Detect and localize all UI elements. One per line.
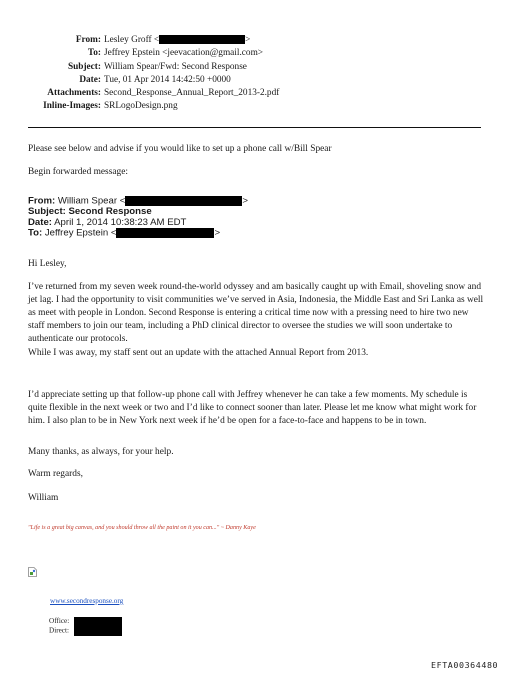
broken-image-icon xyxy=(28,567,37,577)
body-paragraph-2: While I was away, my staff sent out an update with the attached Annual Report from 2013. xyxy=(28,348,369,358)
redaction-box xyxy=(116,228,214,238)
header-inline-images-value: SRLogoDesign.png xyxy=(104,101,178,112)
intro-text: Please see below and advise if you would like to set up a phone call w/Bill Spear xyxy=(28,144,332,154)
header-date-label: Date: xyxy=(79,74,101,85)
document-id: EFTA00364480 xyxy=(431,660,499,670)
secondresponse-link[interactable]: www.secondresponse.org xyxy=(50,597,124,605)
signature-quote: "Life is a great big canvas, and you should throw all the paint on it you can..." ~ Danny Kaye xyxy=(28,525,256,531)
forwarded-from-suffix: > xyxy=(242,195,248,207)
body-paragraph-1: I’ve returned from my seven week round-the-world odyssey and am basically caught up with Email, shoveling snow and jet lag. I had the opportunity to visit communities we’ve served in Asia, Indonesia, the Middle East and Sri Lanka as well as meet with people in London. Second Response is entering a critical time now with a pressing need to hire two new staff members to join our team, including a PhD clinical director to oversee the studies we will soon undertake to authenticate our protocols. xyxy=(28,282,484,344)
forwarded-date-value: April 1, 2014 10:38:23 AM EDT xyxy=(54,216,187,228)
header-to-row xyxy=(0,47,300,60)
forwarded-to-row xyxy=(28,228,248,239)
office-label: Office: xyxy=(49,617,70,626)
body-regards: Warm regards, xyxy=(28,469,83,479)
direct-label: Direct: xyxy=(49,626,69,635)
header-inline-images-row xyxy=(0,100,300,113)
forwarded-subject-value: Second Response xyxy=(68,205,152,217)
forwarded-to-label: To: xyxy=(28,227,43,239)
header-attachments-label: Attachments: xyxy=(47,88,101,99)
header-from-suffix: > xyxy=(245,35,251,45)
header-date-row xyxy=(0,74,300,87)
forwarded-date-row xyxy=(28,218,248,229)
direct-row xyxy=(49,626,122,636)
forwarded-from-label: From: xyxy=(28,195,56,207)
redaction-box xyxy=(74,617,122,626)
forwarded-from-value: William Spear < xyxy=(57,195,126,207)
body-signature-name: William xyxy=(28,493,59,503)
begin-forwarded-text: Begin forwarded message: xyxy=(28,167,128,177)
forwarded-to-suffix: > xyxy=(214,227,221,239)
forwarded-subject-label: Subject: xyxy=(28,205,66,217)
email-header xyxy=(0,34,300,114)
header-from-value: Lesley Groff < xyxy=(104,35,160,45)
header-divider xyxy=(28,127,481,128)
header-from-row xyxy=(0,34,300,47)
header-subject-value: William Spear/Fwd: Second Response xyxy=(104,61,247,72)
header-date-value: Tue, 01 Apr 2014 14:42:50 +0000 xyxy=(104,74,231,85)
header-to-label: To: xyxy=(87,48,101,59)
header-subject-row xyxy=(0,61,300,74)
forwarded-header xyxy=(28,196,248,239)
body-thanks: Many thanks, as always, for your help. xyxy=(28,447,174,457)
header-to-value: Jeffrey Epstein <jeevacation@gmail.com> xyxy=(104,48,264,59)
redaction-box xyxy=(74,626,122,636)
header-inline-images-label: Inline-Images: xyxy=(43,101,101,112)
forwarded-date-label: Date: xyxy=(28,216,52,228)
redaction-box xyxy=(125,196,242,206)
header-attachments-row xyxy=(0,87,300,100)
header-from-label: From: xyxy=(75,35,101,45)
body-greeting: Hi Lesley, xyxy=(28,259,67,269)
forwarded-to-value: Jeffrey Epstein < xyxy=(44,227,117,239)
body-paragraph-3: I’d appreciate setting up that follow-up phone call with Jeffrey whenever he can take a few moments. My schedule is quite flexible in the next week or two and I’d like to connect sooner than later. Please let me know what might work for him. I also plan to be in New York next week if he’d be open for a face-to-face and happens to be in town. xyxy=(28,390,477,426)
office-row xyxy=(49,617,122,626)
redaction-box xyxy=(159,35,245,44)
header-attachments-value: Second_Response_Annual_Report_2013-2.pdf xyxy=(104,88,280,99)
header-subject-label: Subject: xyxy=(67,61,101,72)
